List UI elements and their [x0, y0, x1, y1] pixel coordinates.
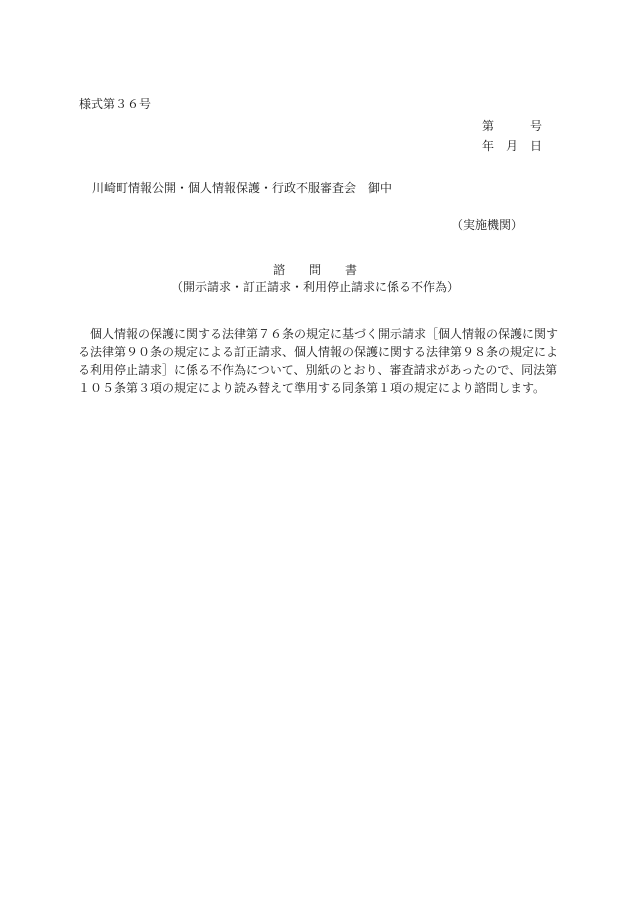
- addressee: [92, 180, 392, 196]
- implementing-agency: （実施機関）: [451, 218, 524, 232]
- document-number-suffix: 号: [530, 119, 543, 133]
- date-month: 月: [506, 139, 519, 153]
- body-line: １０５条第３項の規定により読み替えて準用する同条第１項の規定により諮問します。: [78, 381, 546, 395]
- title-char-1: 諮: [272, 263, 285, 277]
- body-paragraph: [78, 325, 559, 397]
- document-number-prefix: 第: [482, 119, 495, 133]
- document-subtitle: （開示請求・訂正請求・利用停止請求に係る不作為）: [170, 280, 459, 294]
- addressee-honorific: 御中: [368, 181, 393, 195]
- title-char-3: 書: [345, 263, 358, 277]
- body-line: る利用停止請求］に係る不作為について、別紙のとおり、審査請求があったので、同法第: [78, 363, 558, 377]
- document-title: [0, 262, 630, 278]
- addressee-name: 川崎町情報公開・個人情報保護・行政不服審査会: [92, 181, 357, 195]
- date-year: 年: [482, 139, 495, 153]
- date-day: 日: [530, 139, 543, 153]
- title-char-2: 問: [308, 263, 321, 277]
- form-number: 様式第３６号: [79, 97, 152, 111]
- body-line: る法律第９０条の規定による訂正請求、個人情報の保護に関する法律第９８条の規定によ: [78, 345, 559, 359]
- body-line: 個人情報の保護に関する法律第７６条の規定に基づく開示請求［個人情報の保護に関す: [78, 327, 559, 341]
